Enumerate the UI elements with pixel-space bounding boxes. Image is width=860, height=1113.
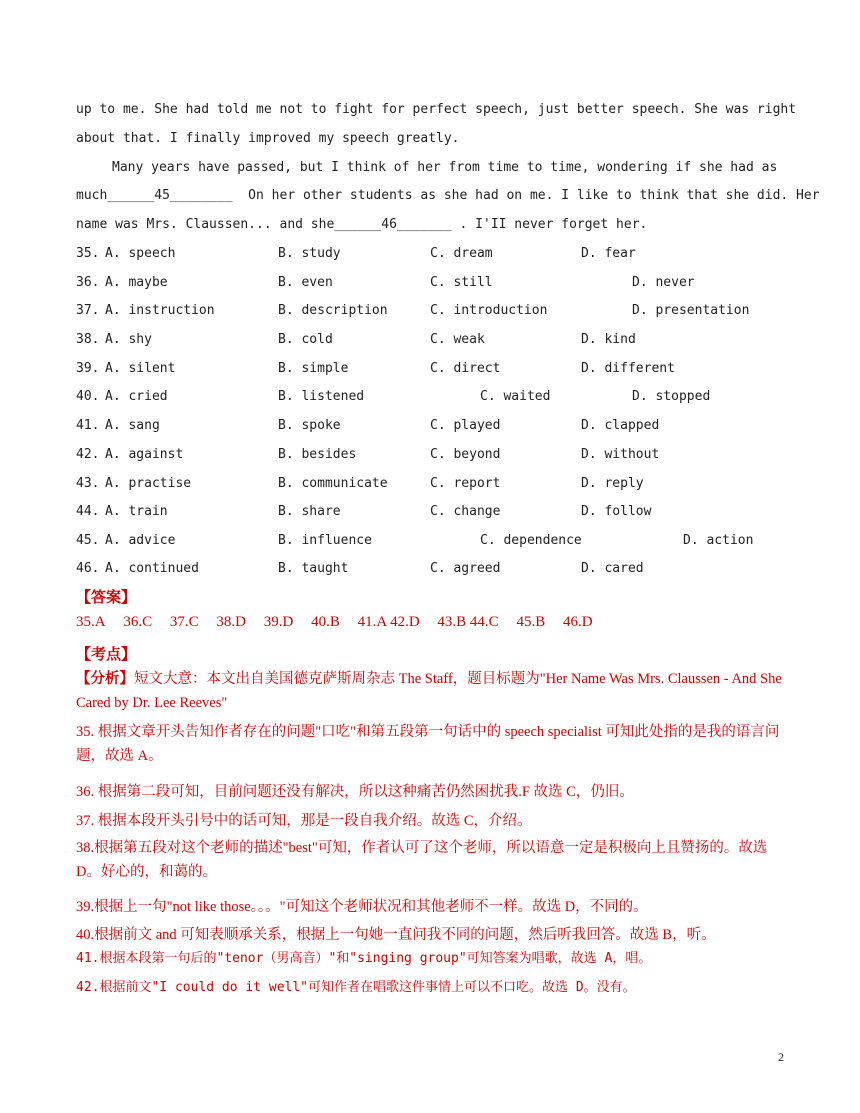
option-c: C. played xyxy=(430,418,501,433)
passage-line: about that. I finally improved my speech greatly. xyxy=(76,131,460,146)
option-c: C. dream xyxy=(430,246,493,261)
option-c: C. dependence xyxy=(480,533,582,548)
option-a: A. cried xyxy=(105,389,168,404)
option-b: B. simple xyxy=(278,361,349,376)
question-number: 35. xyxy=(76,246,100,261)
answer-item: 46.D xyxy=(562,614,593,630)
question-number: 41. xyxy=(76,418,100,433)
option-d: D. cared xyxy=(581,561,644,576)
option-c: C. waited xyxy=(480,389,551,404)
option-b: B. description xyxy=(278,303,388,318)
passage-line: up to me. She had told me not to fight for perfect speech, just better speech. She was right xyxy=(76,102,797,117)
option-b: B. listened xyxy=(278,389,365,404)
question-number: 36. xyxy=(76,275,100,290)
option-b: B. besides xyxy=(278,447,357,462)
option-d: D. never xyxy=(632,275,695,290)
passage-line: Many years have passed, but I think of her from time to time, wondering if she had as xyxy=(112,160,778,175)
answer-item: 39.D xyxy=(263,614,294,630)
question-number: 38. xyxy=(76,332,100,347)
option-b: B. study xyxy=(278,246,341,261)
option-a: A. practise xyxy=(105,476,192,491)
explanation-36: 36. 根据第二段可知，目前问题还没有解决，所以这种痛苦仍然困扰我.F 故选 C，仍旧。 xyxy=(76,784,634,800)
option-d: D. reply xyxy=(581,476,644,491)
question-number: 44. xyxy=(76,504,100,519)
explanation-37: 37. 根据本段开头引号中的话可知，那是一段自我介绍。故选 C，介绍。 xyxy=(76,813,532,829)
answer-item: 43.B 44.C xyxy=(437,614,499,630)
option-a: A. silent xyxy=(105,361,176,376)
answer-item: 36.C xyxy=(123,614,153,630)
option-c: C. direct xyxy=(430,361,501,376)
answer-heading: 【答案】 xyxy=(76,588,137,606)
option-b: B. spoke xyxy=(278,418,341,433)
option-b: B. influence xyxy=(278,533,372,548)
option-d: D. presentation xyxy=(632,303,750,318)
option-a: A. against xyxy=(105,447,184,462)
option-c: C. change xyxy=(430,504,501,519)
option-c: C. weak xyxy=(430,332,485,347)
option-c: C. still xyxy=(430,275,493,290)
option-d: D. stopped xyxy=(632,389,711,404)
answer-key xyxy=(76,614,607,631)
explanation-39: 39.根据上一句"not like those。。。"可知这个老师状况和其他老师不一样。故选 D，不同的。 xyxy=(76,899,648,915)
question-number: 43. xyxy=(76,476,100,491)
option-c: C. report xyxy=(430,476,501,491)
option-a: A. instruction xyxy=(105,303,215,318)
option-b: B. even xyxy=(278,275,333,290)
option-b: B. taught xyxy=(278,561,349,576)
option-d: D. action xyxy=(683,533,754,548)
explanation-41: 41.根据本段第一句后的"tenor（男高音）"和"singing group"可知答案为唱歌，故选 A，唱。 xyxy=(76,951,652,966)
option-d: D. different xyxy=(581,361,675,376)
answer-item: 40.B xyxy=(311,614,340,630)
option-a: A. continued xyxy=(105,561,199,576)
page-number: 2 xyxy=(778,1050,784,1064)
option-c: C. introduction xyxy=(430,303,548,318)
kaodian-heading: 【考点】 xyxy=(76,645,137,663)
option-b: B. share xyxy=(278,504,341,519)
explanation-38: 38.根据第五段对这个老师的描述"best"可知，作者认可了这个老师，所以语意一定是积极向上且赞扬的。故选 D。好心的，和蔼的。 xyxy=(76,840,768,880)
explanation-42: 42.根据前文"I could do it well"可知作者在唱歌这件事情上可以不口吃。故选 D。没有。 xyxy=(76,980,636,995)
option-d: D. kind xyxy=(581,332,636,347)
analysis-intro xyxy=(76,667,788,715)
question-number: 42. xyxy=(76,447,100,462)
answer-item: 45.B xyxy=(516,614,546,630)
answer-item: 38.D xyxy=(216,614,246,630)
option-a: A. maybe xyxy=(105,275,168,290)
option-a: A. shy xyxy=(105,332,152,347)
answer-item: 37.C xyxy=(169,614,199,630)
question-number: 45. xyxy=(76,533,100,548)
question-number: 39. xyxy=(76,361,100,376)
option-d: D. clapped xyxy=(581,418,660,433)
option-d: D. without xyxy=(581,447,660,462)
option-a: A. advice xyxy=(105,533,176,548)
option-c: C. agreed xyxy=(430,561,501,576)
answer-item: 35.A xyxy=(76,614,106,630)
option-a: A. speech xyxy=(105,246,176,261)
analysis-summary: 短文大意：本文出自美国德克萨斯周杂志 The Staff，题目标题为"Her Name Was Mrs. Claussen - And She Cared by Dr. Lee Reeves" xyxy=(76,671,782,711)
question-number: 37. xyxy=(76,303,100,318)
explanation-35: 35. 根据文章开头告知作者存在的问题"口吃"和第五段第一句话中的 speech specialist 可知此处指的是我的语言问题，故选 A。 xyxy=(76,724,780,764)
option-b: B. cold xyxy=(278,332,333,347)
option-b: B. communicate xyxy=(278,476,388,491)
question-number: 40. xyxy=(76,389,100,404)
passage-line: much______45________ On her other students as she had on me. I like to think that she did. Her xyxy=(76,188,820,203)
analysis-label: 【分析】 xyxy=(76,671,134,687)
passage-line: name was Mrs. Claussen... and she______46_______ . I'II never forget her. xyxy=(76,217,648,232)
option-c: C. beyond xyxy=(430,447,501,462)
option-d: D. fear xyxy=(581,246,636,261)
option-a: A. sang xyxy=(105,418,160,433)
option-a: A. train xyxy=(105,504,168,519)
answer-item: 41.A 42.D xyxy=(357,614,420,630)
question-number: 46. xyxy=(76,561,100,576)
explanation-40: 40.根据前文 and 可知表顺承关系，根据上一句她一直问我不同的问题，然后听我回答。故选 B，听。 xyxy=(76,927,716,943)
option-d: D. follow xyxy=(581,504,652,519)
